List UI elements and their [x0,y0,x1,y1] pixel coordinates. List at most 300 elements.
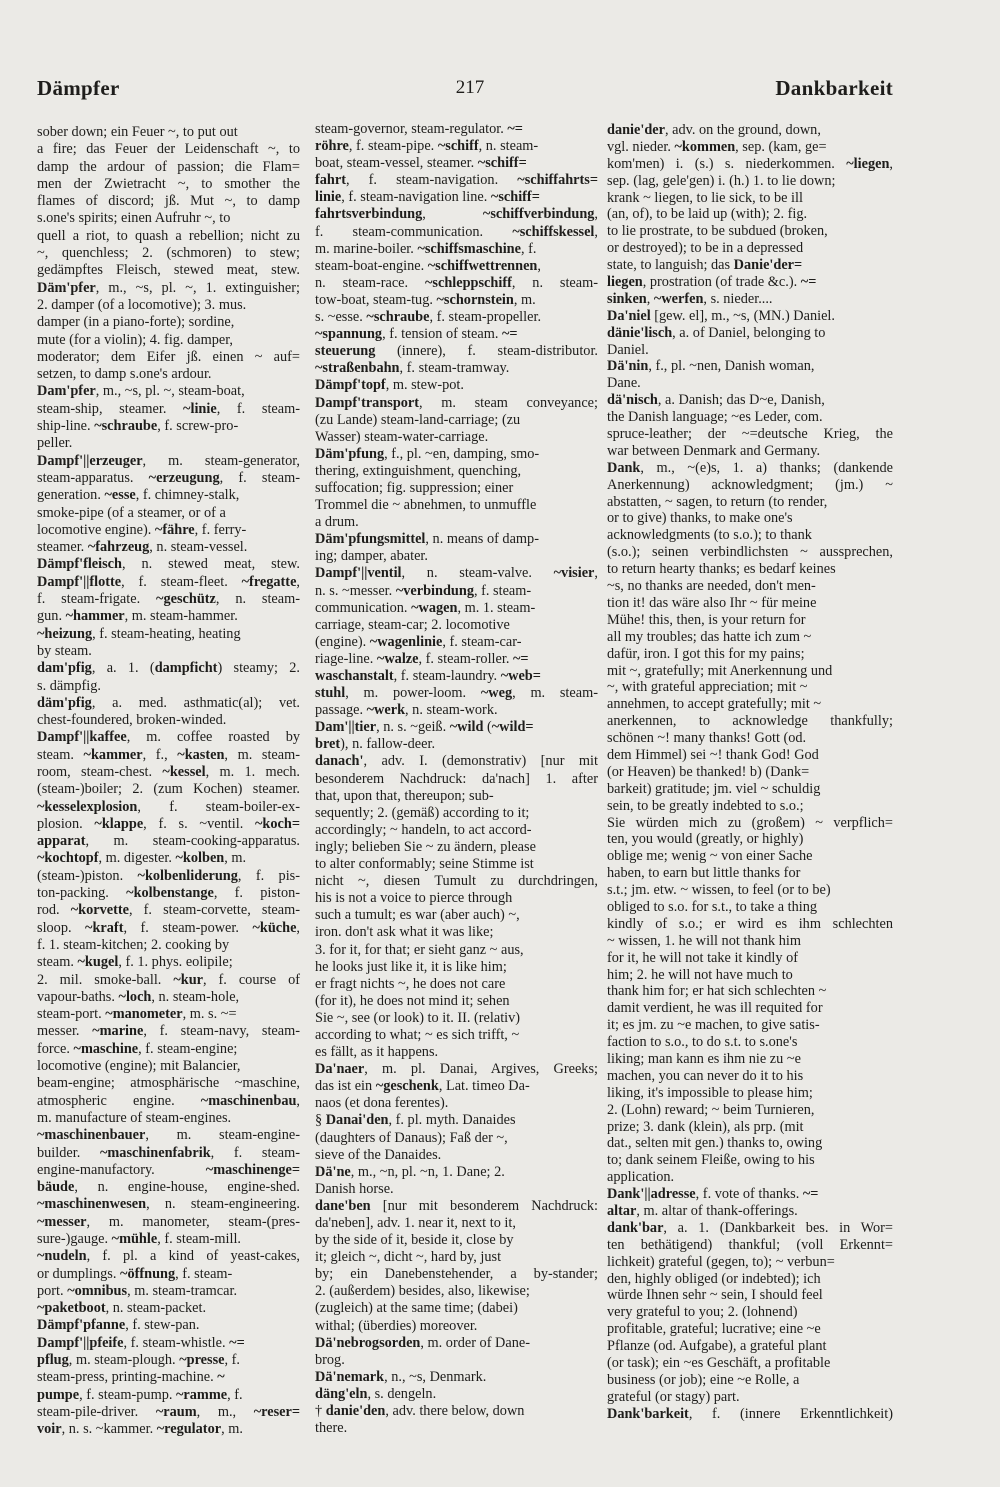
text-line [607,223,893,240]
line-text [607,781,820,798]
text-line [37,1145,300,1162]
line-segment: according to what; ~ es sich trifft, ~ [315,1026,520,1043]
text-line [37,660,300,677]
text-line [607,815,893,832]
line-text [37,799,300,816]
line-segment: steam-pile-driver. [37,1403,156,1420]
headword: ~kugel [77,954,119,971]
line-segment: , f. piston- [213,885,300,902]
line-segment: , f. steam-navy, steam- [143,1023,300,1040]
line-text [315,1078,530,1095]
line-segment: , f. s. ~ventil. [143,815,255,832]
line-segment: , m., ~s, pl. ~, 1. extinguisher; [95,279,300,296]
line-segment: steamer. [37,539,88,556]
text-line [315,1164,598,1181]
line-segment: damper (in a piano-forte); sordine, [37,314,235,331]
line-segment: carriage, steam-car; 2. locomotive [315,616,510,633]
line-segment: sieve of the Danaides. [315,1146,442,1163]
headword: pumpe [37,1386,80,1403]
headword: ~= [507,121,523,137]
line-text [37,435,72,452]
line-segment: , [537,257,541,274]
text-line [607,1321,893,1338]
text-line [607,1152,893,1169]
line-segment: , m. 1. mech. [205,763,300,780]
line-segment: f. steam-frigate. [37,591,157,608]
line-text [607,798,804,815]
line-text [37,608,238,625]
line-text [315,548,428,565]
headword: steuerung [315,343,376,360]
line-text [607,1135,822,1152]
line-text [37,366,212,383]
text-line [607,291,893,308]
line-segment: (steam-)piston. [37,867,138,884]
line-text [37,1162,300,1179]
line-segment: grateful (or stagy) part. [607,1388,740,1405]
line-segment: , f. steam-heating, heating [92,625,241,642]
headword: ~maschinenge= [205,1161,300,1178]
text-line [607,561,893,578]
text-line [607,1271,893,1288]
line-segment: oblige me; wenig ~ von einer Sache [607,848,813,865]
line-text [315,1027,519,1044]
line-segment: , a. 1. ( [91,660,155,677]
line-segment: , f. steam-pipe. [348,138,438,155]
line-segment: thank him for; er hat sich schlechten ~ [607,983,827,1000]
text-line [315,583,598,600]
line-text [37,1352,240,1369]
line-segment: withal; (überdies) moreover. [315,1317,478,1334]
line-segment: , f. tension of steam. [382,326,502,343]
line-segment: , f. steam-mill. [157,1231,241,1247]
running-head-first-word: Dämpfer [37,76,120,100]
text-line [315,1027,598,1044]
line-text [315,1352,345,1369]
text-line [315,1283,598,1300]
line-segment: † [315,1403,326,1420]
text-line [607,1169,893,1186]
line-segment: , m. manometer, steam-(pres- [86,1213,300,1230]
line-text [315,702,498,719]
line-text [37,522,246,539]
text-line [315,514,598,531]
line-segment: den, highly obliged (or indebted); ich [607,1270,821,1287]
line-text [607,1017,820,1034]
line-segment: Dane. [607,375,641,392]
text-line [37,764,300,781]
text-line [607,882,893,899]
line-segment: , [594,223,598,240]
line-segment: dem Himmel) sei ~! thank God! God [607,746,819,763]
text-line [607,1254,893,1271]
line-segment: gedämpftes Fleisch, stewed meat, stew. [37,262,300,279]
line-segment: liking, it's impossible to please him; [607,1084,813,1101]
text-line [37,210,300,227]
line-segment: steam-boat-engine. [315,257,428,274]
line-segment: , f. vote of thanks. [695,1186,803,1203]
text-line [607,1102,893,1119]
line-segment: ~, quenchless; 2. (schmoren) to stew; [37,245,300,262]
line-segment: flames of discord; jß. Mut ~, to damp [37,193,300,210]
line-segment: profitable, grateful; lucrative; eine ~e [607,1321,821,1338]
line-segment: er fragt nichts ~, he does not care [315,975,506,992]
text-line [315,309,598,326]
text-line [607,122,893,139]
line-text [37,1421,243,1438]
text-line [315,1232,598,1249]
text-line [315,1352,598,1369]
line-text [315,1386,436,1403]
text-line [37,124,300,141]
text-line [315,959,598,976]
line-text [607,156,893,173]
headword: ~mühle [111,1231,158,1247]
line-segment: (zugleich) at the same time; (dabei) [315,1300,518,1317]
headword: ~fahrzeug [87,539,150,556]
text-line [315,839,598,856]
line-segment: , f. steam- [473,582,532,599]
line-text [315,736,435,753]
line-text [315,1215,516,1232]
line-segment: mit ~, gratefully; mit Anerkennung und [607,662,833,679]
line-segment: , n. steam-vessel. [149,539,248,556]
line-segment: , f. steam-whistle. [123,1334,230,1351]
line-segment: a fire; das Feuer der Leidenschaft ~, to [37,141,300,158]
text-line [315,395,598,412]
line-segment: , m. digester. [98,850,176,867]
line-text [607,223,828,240]
text-line [607,1355,893,1372]
line-segment: vgl. nieder. [607,138,675,155]
text-line [315,1420,598,1437]
headword: ~maschinenbau [200,1092,297,1109]
text-line [315,805,598,822]
line-segment: , m. steam- [224,746,300,763]
line-text [315,651,529,668]
text-line [37,1041,300,1058]
line-segment: , adv. on the ground, down, [664,122,821,138]
text-line [607,865,893,882]
text-line [315,412,598,429]
line-segment: , f. ferry- [194,521,247,538]
headword: fahrt [315,172,346,189]
headword: Dampf'||pfeife [37,1334,124,1351]
line-segment: , n. steam- [511,274,598,291]
text-line [37,1214,300,1231]
line-segment: , prostration (of trade &c.). [642,274,801,291]
line-text [315,1318,477,1335]
headword: ~kesselexplosion [37,798,138,815]
line-text [37,245,300,262]
line-text [607,1102,814,1119]
headword: Dä'ne [315,1163,351,1180]
line-segment: , m. steam- [512,685,598,702]
line-segment: barkeit) gratitude; jm. viel ~ schuldig [607,780,821,797]
line-segment: locomotive (engine); mit Balancier, [37,1058,241,1075]
line-text [607,477,893,494]
line-segment: messer. [37,1023,93,1040]
text-line [607,1051,893,1068]
line-text [607,1000,823,1017]
text-line [607,1017,893,1034]
text-line [607,342,893,359]
line-text [607,342,649,359]
line-text [607,1068,803,1085]
line-text [37,314,234,331]
line-segment: kindly of s.o.; er wird es ihm schlechten [607,915,893,932]
line-segment: brog. [315,1351,345,1368]
line-text [37,210,230,227]
line-segment: , [594,565,598,582]
text-line [607,257,893,274]
line-segment: , m. coffee roasted by [126,729,300,746]
line-text [315,189,540,206]
line-text [607,1372,799,1389]
text-line [315,121,598,138]
line-text [37,868,300,885]
headword: Dämpf'pfanne [37,1317,126,1334]
line-segment: , n. steam-engineering. [146,1196,300,1213]
headword: Dam'pfer [37,383,96,400]
line-text [315,497,536,514]
line-segment: krank ~ liegen, to lie sick, to be ill [607,189,803,206]
line-segment: lichkeit) grateful (gegen, to); ~ verbun= [607,1253,835,1270]
text-line [607,798,893,815]
headword: röhre [315,138,349,155]
headword: ~wagenlinie [369,633,443,650]
line-segment: , Lat. timeo Da- [438,1078,530,1095]
headword: ~raum [155,1403,197,1420]
line-text [607,983,826,1000]
text-line [37,989,300,1006]
line-text [607,308,835,325]
line-segment: steam. [37,954,78,971]
line-text [37,1041,237,1058]
line-segment: steam-ship, steamer. [37,400,184,417]
line-text [37,1023,300,1040]
text-line [315,856,598,873]
line-text [37,332,233,349]
text-line [37,781,300,798]
headword: ~schleppschiff [424,274,512,291]
line-text [607,831,803,848]
line-segment: , a. 1. (Dankbarkeit bes. in Wor= [663,1219,893,1236]
headword: voir [37,1421,62,1438]
line-text [37,1006,237,1023]
line-segment: all my troubles; das hatte ich zum ~ [607,628,812,645]
line-text [607,933,801,950]
text-line [37,1421,300,1438]
line-segment: ( [483,719,492,736]
line-text [37,1300,206,1317]
line-segment: accordingly; ~ handeln, to act accord- [315,821,532,838]
line-text [315,1147,441,1164]
line-segment: , f. chimney-stalk, [135,487,240,504]
text-line [37,228,300,245]
line-text [315,617,510,634]
text-line [37,608,300,625]
text-line [607,460,893,477]
text-line [37,1352,300,1369]
line-segment: , n. steam- [215,591,300,608]
headword: Dämpf'fleisch [37,556,122,573]
headword: bäude [37,1179,75,1196]
line-segment: m. marine-boiler. [315,240,418,257]
line-segment: , m. steam-generator, [142,452,300,469]
headword: ~kolben [175,850,225,867]
headword: sinken [607,290,647,307]
line-text [37,902,300,919]
line-segment: , f. steam- [210,1144,301,1161]
line-text [315,1061,598,1078]
headword: Däm'pfung [315,445,385,462]
line-text [607,747,819,764]
line-text [607,1034,797,1051]
line-text [37,972,300,989]
line-text [607,510,793,527]
line-segment: (s.o.); seinen verbindlichsten ~ aussprechen, [607,544,893,561]
text-line [607,190,893,207]
line-text [607,443,820,460]
text-line [37,574,300,591]
line-segment: him; 2. he will not have much to [607,966,793,983]
text-line [607,899,893,916]
line-text [315,822,532,839]
headword: ~reser= [253,1403,300,1420]
text-line [315,685,598,702]
text-line [315,1010,598,1027]
line-segment: 2. (außerdem) besides, also, likewise; [315,1283,530,1300]
line-text [37,626,241,643]
line-text [37,1093,300,1110]
text-line [315,702,598,719]
line-text [37,1266,232,1283]
line-segment: to lie prostrate, to be subdued (broken, [607,223,828,240]
text-line [37,1127,300,1144]
text-line [607,308,893,325]
line-segment: by the side of it, beside it, close by [315,1232,514,1249]
text-line [607,933,893,950]
headword: ~= [501,326,518,343]
headword: Dampf'||ventil [315,565,402,582]
line-segment: , a. of Daniel, belonging to [672,324,826,341]
text-line [37,678,300,695]
line-segment: , m. steam-plough. [68,1352,180,1369]
headword: waschanstalt [315,668,394,684]
line-segment: Daniel. [607,341,649,358]
line-segment: , f. course of [203,971,301,988]
line-segment: vapour-baths. [37,988,119,1005]
line-segment: , f. steam-corvette, steam- [128,902,300,919]
text-line [37,902,300,919]
text-line [607,679,893,696]
text-line [37,245,300,262]
line-segment: , m. order of Dane- [420,1334,530,1351]
text-line [37,539,300,556]
line-text [607,1389,740,1406]
line-segment: , f. steam- [175,1265,233,1282]
text-line [607,1220,893,1237]
headword: ~maschinenbauer [37,1127,146,1144]
line-text [607,291,773,308]
line-text [607,578,816,595]
line-text [315,1266,598,1283]
line-segment: ship-line. [37,418,95,435]
text-line [37,799,300,816]
line-text [607,646,805,663]
line-text [37,747,300,764]
line-segment: kom'men) i. (s.) s. niederkommen. [607,155,847,172]
headword: ~kommen [674,138,736,155]
headword: ~schiff= [477,155,527,172]
line-text [607,1287,823,1304]
line-text [315,514,359,531]
line-text [315,583,531,600]
headword: dank'bar [607,1219,664,1236]
headword: apparat [37,833,86,850]
line-segment: würde Ihnen sehr ~ sein, I should feel [607,1287,823,1304]
line-segment: or dumplings. [37,1265,121,1282]
headword: ~= [229,1334,245,1351]
text-line [315,565,598,582]
line-text [315,634,521,651]
line-segment: (for it), he does not mind it; sehen [315,992,510,1009]
line-segment: , f. pis- [237,867,300,884]
text-line [37,1317,300,1334]
text-line [607,1000,893,1017]
line-segment: , s. nieder.... [703,290,773,307]
text-line [607,646,893,663]
running-head-last-word: Dankbarkeit [775,76,893,100]
line-text [607,1085,813,1102]
text-line [37,885,300,902]
line-segment: ~ wissen, 1. he will not thank him [607,932,801,949]
line-segment: it; es jm. zu ~e machen, to give satis- [607,1017,820,1034]
headword: ~web= [500,668,541,684]
headword: ~öffnung [120,1265,176,1282]
text-line [37,816,300,833]
text-line [315,138,598,155]
line-segment: , [646,290,654,307]
headword: ~kammer [83,746,143,763]
line-segment: , [296,573,300,590]
headword: liegen [607,274,643,291]
line-segment: sloop. [37,919,86,936]
line-segment: , a. med. asthmatic(al); vet. [91,694,300,711]
text-line [315,463,598,480]
text-line [37,556,300,573]
text-line [37,747,300,764]
line-segment: , f. [520,240,537,257]
line-text [315,959,507,976]
headword: Dank'||adresse [607,1186,696,1203]
line-segment: , f. steam- [219,469,300,486]
line-segment: , f. steam-navigation. [345,172,518,189]
line-text [315,600,535,617]
headword: ~geschütz [156,591,216,608]
line-segment: , m. 1. steam- [457,599,536,616]
line-text [37,349,300,366]
text-line [607,426,893,443]
headword: Dä'nin [607,358,649,375]
line-segment: , f. steam-tramway. [399,360,510,377]
line-segment: (steam-)boiler; 2. (zum Kochen) steamer. [37,781,300,798]
headword: Dä'nebrogsorden [315,1334,421,1351]
line-segment: or to give) thanks, to make one's [607,510,793,527]
line-text [607,764,809,781]
line-segment: Sie ~, see (or look) to it. II. (relativ) [315,1009,521,1026]
